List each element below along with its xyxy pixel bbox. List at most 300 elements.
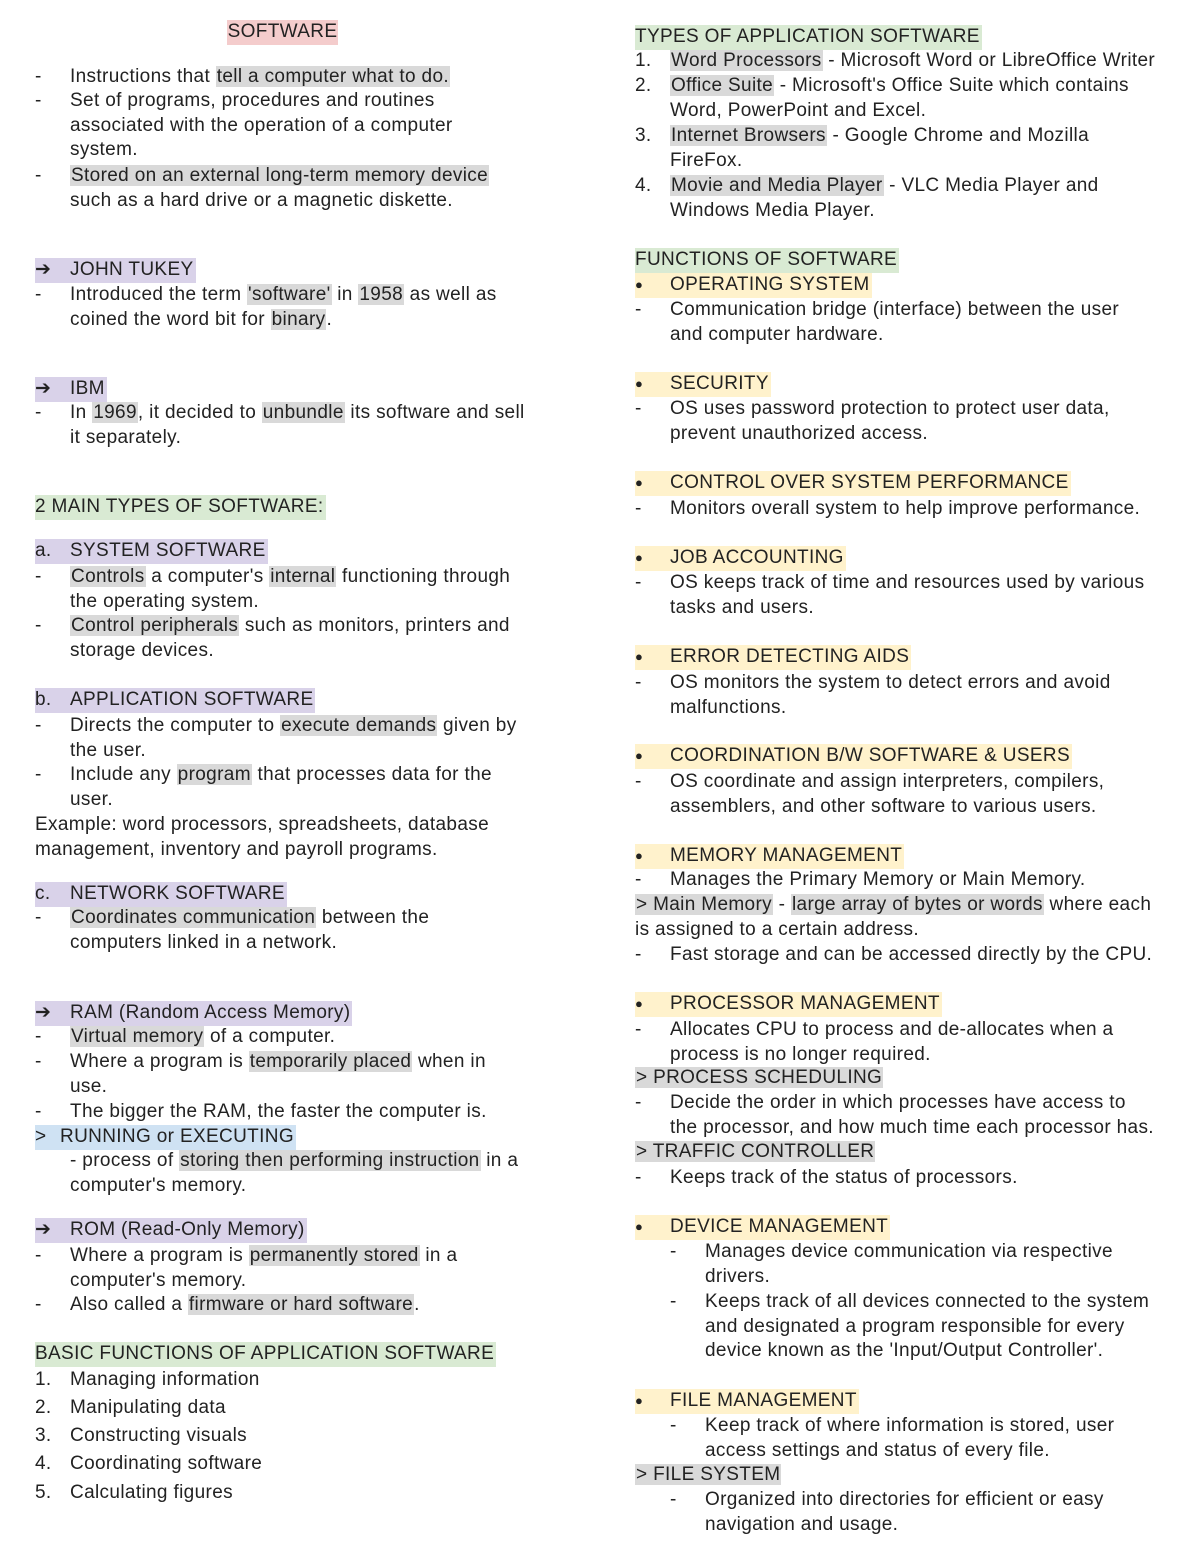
text: PROCESSOR MANAGEMENT — [670, 993, 940, 1014]
list-item — [35, 1244, 457, 1293]
highlighted-text: > Main Memory — [636, 894, 773, 915]
text: Keep track of where information is stored, user — [705, 1415, 1115, 1436]
text: - — [773, 894, 791, 915]
list-item — [635, 497, 1140, 522]
arrow-icon: ➔ — [35, 1219, 52, 1240]
text-line — [35, 1424, 247, 1449]
highlighted-text: temporarily placed — [249, 1051, 412, 1072]
line-text — [670, 943, 1152, 968]
dash-marker: - — [635, 1167, 642, 1188]
text: - VLC Media Player and — [883, 175, 1099, 196]
line-text — [70, 114, 453, 139]
line-text — [670, 49, 1155, 74]
line-text — [70, 1244, 457, 1269]
dash-marker: - — [670, 1489, 677, 1510]
list-number: 4. — [635, 175, 652, 196]
text: such as a hard drive or a magnetic diskette. — [70, 189, 453, 211]
section-heading — [635, 372, 771, 397]
text: CONTROL OVER SYSTEM PERFORMANCE — [670, 472, 1069, 493]
text: computers linked in a network. — [70, 931, 338, 953]
highlighted-text: Coordinates communication — [71, 907, 316, 928]
text: given by — [437, 715, 517, 736]
line-text — [670, 1018, 1113, 1043]
dash-marker: - — [635, 299, 642, 320]
text: Keeps track of all devices connected to the system — [705, 1291, 1150, 1312]
text: malfunctions. — [670, 696, 787, 718]
text: JOB ACCOUNTING — [670, 547, 844, 568]
line-text — [70, 763, 492, 788]
text: BASIC FUNCTIONS OF APPLICATION SOFTWARE — [35, 1343, 495, 1364]
text-line — [35, 1001, 352, 1026]
list-item — [35, 89, 453, 163]
list-item — [35, 1424, 247, 1449]
list-item — [35, 1452, 262, 1477]
text-line — [35, 1452, 262, 1477]
line-text — [705, 1439, 1050, 1464]
text-line — [635, 248, 899, 273]
text: in — [331, 284, 359, 305]
text-line — [635, 471, 1071, 496]
text-line — [635, 1091, 1154, 1116]
dash-marker: - — [670, 1415, 677, 1436]
text: Set of programs, procedures and routines — [70, 90, 435, 111]
text-line — [635, 397, 1110, 422]
text: OS coordinate and assign interpreters, compilers, — [670, 771, 1105, 792]
text: Fast storage and can be accessed directly by the CPU. — [670, 944, 1153, 965]
dash-marker: - — [635, 398, 642, 419]
text: coined the word bit for — [70, 308, 271, 330]
text: Example: word processors, spreadsheets, database — [35, 814, 490, 835]
highlight — [35, 1001, 352, 1026]
section-heading — [35, 882, 287, 907]
text: Manipulating data — [70, 1397, 226, 1418]
dash-marker: - — [635, 1092, 642, 1113]
highlight — [35, 882, 287, 907]
line-text — [705, 1265, 770, 1290]
text: - Google Chrome and Mozilla — [826, 125, 1090, 146]
highlight — [35, 1125, 296, 1150]
text: Managing information — [70, 1369, 260, 1390]
text: Manages the Primary Memory or Main Memory. — [670, 869, 1086, 890]
list-item — [635, 1414, 1114, 1463]
dash-marker: - — [670, 1241, 677, 1262]
list-number: 1. — [35, 1369, 52, 1390]
line-text — [705, 1290, 1149, 1315]
text-line — [35, 164, 489, 189]
section-heading — [635, 645, 911, 670]
dash-marker: - — [35, 402, 42, 423]
text: Where a program is — [70, 1245, 249, 1266]
highlight — [35, 539, 268, 564]
list-item — [635, 124, 1089, 173]
text-line — [635, 1488, 1104, 1513]
line-text — [670, 99, 926, 124]
text: RAM (Random Access Memory) — [70, 1002, 351, 1023]
text: Instructions that — [70, 66, 216, 87]
text-line — [635, 1290, 1149, 1315]
text-line — [35, 813, 489, 838]
text-line — [635, 992, 942, 1017]
text: Decide the order in which processes have access to — [670, 1092, 1126, 1113]
text: TYPES OF APPLICATION SOFTWARE — [635, 26, 980, 47]
dash-marker: - — [635, 869, 642, 890]
text-line — [35, 1293, 420, 1318]
highlighted-text: 1958 — [359, 284, 404, 305]
line-text — [70, 1100, 487, 1125]
dash-marker: - — [35, 907, 42, 928]
text-line — [0, 20, 565, 45]
section-heading — [635, 1389, 859, 1414]
line-text — [635, 1463, 781, 1488]
text-line — [635, 918, 1151, 943]
line-text — [70, 614, 510, 639]
text-line — [35, 1368, 260, 1393]
highlight — [635, 248, 899, 273]
dash-marker: - — [35, 1026, 42, 1047]
arrow-icon: ➔ — [35, 378, 52, 399]
text: navigation and usage. — [705, 1513, 899, 1535]
highlight — [635, 844, 904, 869]
dash-marker: - — [35, 715, 42, 736]
line-text — [705, 1488, 1104, 1513]
text-line — [635, 1439, 1114, 1464]
highlighted-text: Internet Browsers — [671, 125, 826, 146]
text: OPERATING SYSTEM — [670, 274, 870, 295]
list-item — [635, 74, 1129, 123]
list-item — [35, 614, 510, 663]
highlighted-text: tell a computer what to do. — [216, 66, 449, 87]
text: that processes data for the — [251, 764, 492, 785]
line-text — [70, 283, 497, 308]
text: - Microsoft Word or LibreOffice Writer — [822, 50, 1156, 71]
line-text — [70, 788, 113, 813]
list-item — [635, 49, 1155, 74]
text: The bigger the RAM, the faster the computer is. — [70, 1101, 487, 1122]
text-line — [635, 868, 1086, 893]
list-marker: b. — [35, 689, 52, 710]
line-text — [670, 571, 1144, 596]
list-item — [35, 1050, 486, 1099]
line-text — [70, 401, 525, 426]
list-number: 3. — [35, 1425, 52, 1446]
list-item — [35, 164, 489, 213]
text-line — [35, 838, 489, 863]
line-text — [70, 65, 450, 90]
highlighted-text: 1969 — [93, 402, 137, 423]
text: SOFTWARE — [227, 21, 338, 42]
text-line — [35, 931, 429, 956]
line-text — [70, 189, 453, 214]
list-item — [35, 1481, 233, 1506]
text-line — [635, 273, 872, 298]
highlight — [227, 20, 339, 45]
text: prevent unauthorized access. — [670, 422, 929, 444]
line-text — [705, 1339, 1103, 1364]
section-heading — [635, 546, 846, 571]
text: FUNCTIONS OF SOFTWARE — [635, 249, 898, 270]
text: Directs the computer to — [70, 715, 281, 736]
text: Include any — [70, 764, 177, 785]
line-text — [635, 918, 919, 943]
section-heading — [635, 1215, 890, 1240]
section-heading — [35, 495, 326, 520]
text: Allocates CPU to process and de-allocates when a — [670, 1019, 1114, 1040]
text: process is no longer required. — [670, 1043, 931, 1065]
bullet-icon: ● — [635, 1393, 644, 1408]
line-text — [70, 1149, 518, 1174]
text: Communication bridge (interface) between the user — [670, 299, 1120, 320]
text: use. — [70, 1075, 108, 1097]
text-line — [635, 372, 771, 397]
text-line — [635, 1166, 1018, 1191]
text-line — [635, 49, 1155, 74]
text: tasks and users. — [670, 596, 814, 618]
text: SECURITY — [670, 373, 769, 394]
dash-marker: - — [670, 1291, 677, 1312]
line-text — [705, 1513, 898, 1538]
line-text — [35, 813, 489, 838]
list-item — [35, 283, 497, 332]
list-item — [635, 1463, 781, 1488]
list-item — [635, 1166, 1018, 1191]
text-line — [35, 788, 492, 813]
text: in a — [480, 1150, 519, 1171]
line-text — [705, 1240, 1113, 1265]
line-text — [70, 1050, 486, 1075]
line-text — [670, 1166, 1018, 1191]
text-line — [35, 114, 453, 139]
line-text — [635, 1140, 875, 1165]
text-line — [35, 138, 453, 163]
text: computer's memory. — [70, 1269, 247, 1291]
list-item — [635, 174, 1099, 223]
text-line — [635, 770, 1104, 795]
text-line — [35, 539, 268, 564]
dash-marker: - — [635, 771, 642, 792]
line-text — [70, 1025, 335, 1050]
list-item — [35, 1025, 335, 1050]
text: of a computer. — [204, 1026, 336, 1047]
line-text — [70, 739, 146, 764]
list-item — [35, 65, 450, 90]
text-line — [635, 199, 1099, 224]
text-line — [635, 943, 1152, 968]
line-text — [670, 298, 1119, 323]
text-line — [635, 1018, 1113, 1043]
text: Keeps track of the status of processors. — [670, 1167, 1018, 1188]
text-line — [635, 596, 1144, 621]
highlighted-text: Word Processors — [671, 50, 822, 71]
text: OS monitors the system to detect errors and avoid — [670, 672, 1111, 693]
text: its software and sell — [344, 402, 525, 423]
section-heading — [635, 844, 904, 869]
list-item — [635, 868, 1086, 893]
line-text — [670, 74, 1129, 99]
section-heading — [35, 1001, 352, 1026]
bullet-icon: ● — [635, 649, 644, 664]
list-item — [635, 1240, 1113, 1289]
text: the processor, and how much time each processor has. — [670, 1116, 1154, 1138]
section-heading — [35, 1218, 307, 1243]
text-line — [635, 124, 1089, 149]
list-item — [35, 1396, 226, 1421]
line-text — [70, 590, 259, 615]
text: MEMORY MANAGEMENT — [670, 845, 903, 866]
text-line — [635, 1240, 1113, 1265]
list-number: 3. — [635, 125, 652, 146]
line-text — [70, 89, 435, 114]
text: FireFox. — [670, 149, 743, 171]
text-line — [35, 739, 517, 764]
list-item — [635, 1091, 1154, 1140]
line-text — [670, 149, 742, 174]
text-line — [35, 1244, 457, 1269]
text: Organized into directories for efficient or easy — [705, 1489, 1104, 1510]
line-text — [670, 1091, 1126, 1116]
text-line — [35, 565, 510, 590]
list-item — [35, 1368, 260, 1393]
text-line — [35, 283, 497, 308]
highlight — [635, 546, 846, 571]
text-line — [35, 189, 489, 214]
line-text — [670, 323, 884, 348]
section-heading — [35, 1125, 296, 1150]
list-number: 5. — [35, 1482, 52, 1503]
text: and designated a program responsible for every — [705, 1315, 1125, 1337]
list-item — [635, 1140, 875, 1165]
line-text — [70, 639, 214, 664]
text: it separately. — [70, 426, 182, 448]
text-line — [35, 258, 196, 283]
dash-marker: - — [35, 1101, 42, 1122]
text-line — [635, 422, 1110, 447]
line-text — [70, 931, 337, 956]
line-text — [70, 426, 181, 451]
text-line — [635, 645, 911, 670]
line-text — [670, 199, 875, 224]
highlighted-text: Virtual memory — [71, 1026, 204, 1047]
text-line — [35, 882, 287, 907]
line-text — [70, 308, 332, 333]
text: the operating system. — [70, 590, 260, 612]
text-line — [35, 1025, 335, 1050]
highlight — [635, 645, 911, 670]
line-text — [70, 1396, 226, 1421]
text-line — [35, 1075, 486, 1100]
list-number: 2. — [635, 75, 652, 96]
dash-marker: - — [35, 615, 42, 636]
list-marker: > — [35, 1126, 47, 1147]
line-text — [670, 422, 928, 447]
highlighted-text: > FILE SYSTEM — [636, 1464, 781, 1485]
highlighted-text: > TRAFFIC CONTROLLER — [636, 1141, 875, 1162]
text-line — [35, 1100, 487, 1125]
highlighted-text: large array of bytes or words — [791, 894, 1043, 915]
text: associated with the operation of a computer — [70, 114, 453, 136]
list-item — [35, 714, 517, 763]
text-line — [635, 1463, 781, 1488]
list-item — [635, 893, 1151, 942]
highlighted-text: internal — [270, 566, 336, 587]
highlighted-text: firmware or hard software — [188, 1294, 414, 1315]
text: Also called a — [70, 1294, 188, 1315]
text: device known as the 'Input/Output Controller'. — [705, 1340, 1104, 1362]
highlight — [635, 273, 872, 298]
text: FILE MANAGEMENT — [670, 1390, 857, 1411]
arrow-icon: ➔ — [35, 1002, 52, 1023]
highlight — [35, 377, 107, 402]
line-text — [670, 868, 1086, 893]
text-line — [635, 744, 1072, 769]
highlighted-text: > PROCESS SCHEDULING — [636, 1067, 883, 1088]
text-line — [35, 1481, 233, 1506]
section-heading — [635, 471, 1071, 496]
text-line — [35, 308, 497, 333]
text-line — [35, 906, 429, 931]
text: ERROR DETECTING AIDS — [670, 646, 910, 667]
text: In — [70, 402, 93, 423]
list-item — [35, 1149, 518, 1198]
highlighted-text: Stored on an external long-term memory device — [71, 165, 489, 186]
text-line — [635, 1140, 875, 1165]
text: DEVICE MANAGEMENT — [670, 1216, 889, 1237]
section-heading — [0, 20, 565, 45]
dash-marker: - — [35, 764, 42, 785]
text: access settings and status of every file. — [705, 1439, 1050, 1461]
text-line — [635, 298, 1119, 323]
list-marker: c. — [35, 883, 51, 904]
highlighted-text: Movie and Media Player — [671, 175, 883, 196]
text: Introduced the term — [70, 284, 248, 305]
line-text — [70, 1368, 260, 1393]
dash-marker: - — [635, 498, 642, 519]
bullet-icon: ● — [635, 376, 644, 391]
text: is assigned to a certain address. — [635, 918, 920, 940]
list-item — [35, 401, 525, 450]
text: NETWORK SOFTWARE — [70, 883, 285, 904]
text-line — [35, 426, 525, 451]
line-text — [70, 1075, 107, 1100]
highlight — [35, 688, 315, 713]
list-item — [635, 1018, 1113, 1067]
text: computer's memory. — [70, 1174, 247, 1196]
text: management, inventory and payroll programs. — [35, 838, 438, 860]
bullet-icon: ● — [635, 475, 644, 490]
text-line — [635, 1513, 1104, 1538]
dash-marker: - — [635, 672, 642, 693]
text-line — [635, 571, 1144, 596]
line-text — [670, 1116, 1154, 1141]
dash-marker: - — [635, 1019, 642, 1040]
highlight — [635, 372, 771, 397]
text: as well as — [404, 284, 497, 305]
text-line — [35, 1125, 296, 1150]
text-line — [635, 174, 1099, 199]
text-line — [35, 639, 510, 664]
text: . — [414, 1294, 420, 1315]
line-text — [670, 795, 1097, 820]
text: drivers. — [705, 1265, 771, 1287]
highlighted-text: Office Suite — [671, 75, 774, 96]
text: a computer's — [145, 566, 270, 587]
list-item — [35, 906, 429, 955]
text-line — [35, 714, 517, 739]
dash-marker: - — [35, 1245, 42, 1266]
line-text — [35, 838, 438, 863]
text: 2 MAIN TYPES OF SOFTWARE: — [35, 496, 324, 517]
text: Calculating figures — [70, 1482, 233, 1503]
text-line — [635, 844, 904, 869]
